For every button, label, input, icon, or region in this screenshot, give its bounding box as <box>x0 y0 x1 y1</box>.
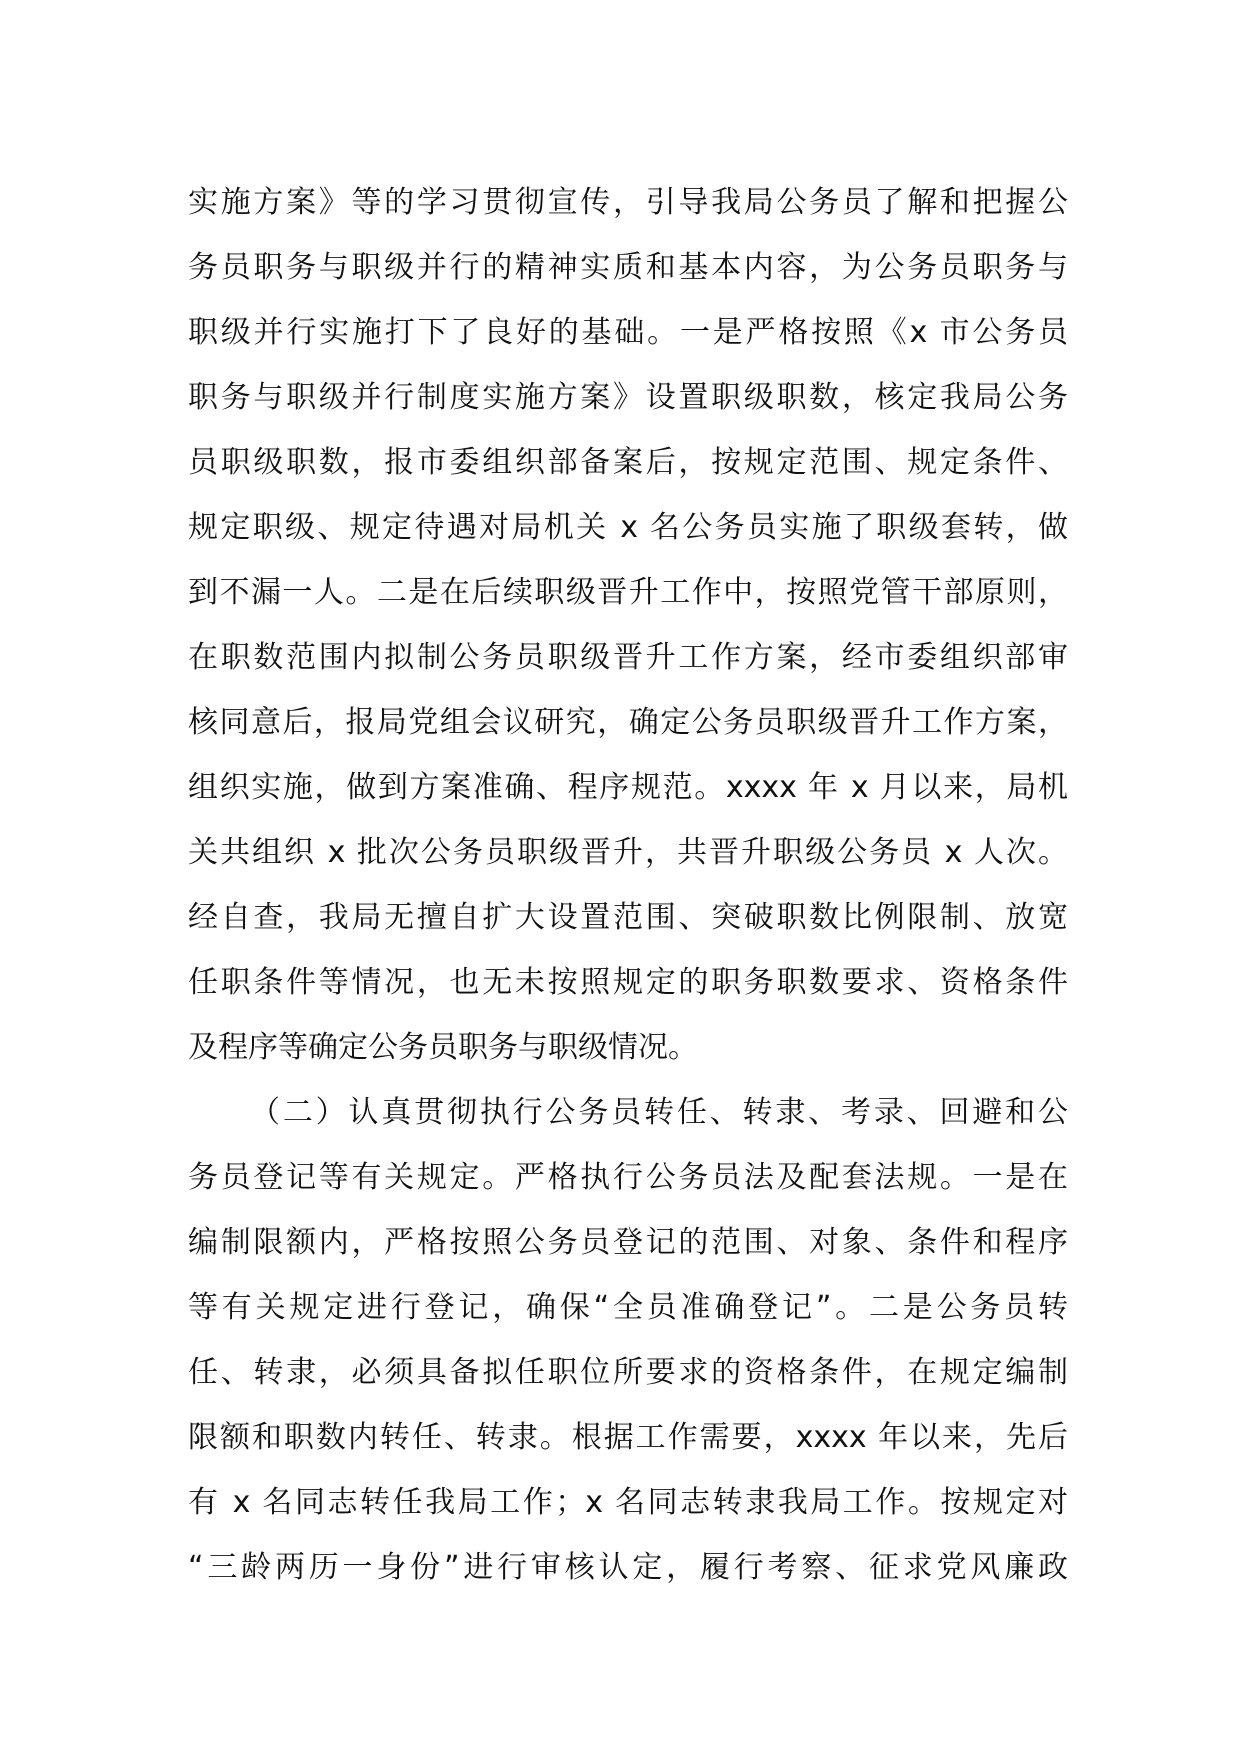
text-line: 关共组织 x 批次公务员职级晋升，共晋升职级公务员 x 人次。 <box>188 835 1068 870</box>
text-line: 到不漏一人。二是在后续职级晋升工作中，按照党管干部原则， <box>188 575 1068 610</box>
text-line: 任、转隶，必须具备拟任职位所要求的资格条件，在规定编制 <box>188 1355 1068 1390</box>
text-line: 及程序等确定公务员职务与职级情况。 <box>188 1030 698 1065</box>
text-line: 核同意后，报局党组会议研究，确定公务员职级晋升工作方案， <box>188 705 1068 740</box>
section-heading-line: （二）认真贯彻执行公务员转任、转隶、考录、回避和公 <box>250 1095 1068 1130</box>
text-line: 经自查，我局无擅自扩大设置范围、突破职数比例限制、放宽 <box>188 900 1068 935</box>
text-line: 在职数范围内拟制公务员职级晋升工作方案，经市委组织部审 <box>188 640 1068 675</box>
text-line: 等有关规定进行登记，确保“全员准确登记”。二是公务员转 <box>188 1290 1068 1325</box>
text-line: 任职条件等情况，也无未按照规定的职务职数要求、资格条件 <box>188 965 1068 1000</box>
text-line: 职级并行实施打下了良好的基础。一是严格按照《x 市公务员 <box>188 315 1068 350</box>
text-line: “三龄两历一身份”进行审核认定，履行考察、征求党风廉政 <box>188 1550 1068 1585</box>
text-line: 职务与职级并行制度实施方案》设置职级职数，核定我局公务 <box>188 380 1068 415</box>
body-text <box>188 170 1068 1600</box>
text-line: 务员职务与职级并行的精神实质和基本内容，为公务员职务与 <box>188 250 1068 285</box>
text-line: 务员登记等有关规定。严格执行公务员法及配套法规。一是在 <box>188 1160 1068 1195</box>
text-line: 规定职级、规定待遇对局机关 x 名公务员实施了职级套转，做 <box>188 510 1068 545</box>
text-line: 组织实施，做到方案准确、程序规范。xxxx 年 x 月以来，局机 <box>188 770 1068 805</box>
text-line: 员职级职数，报市委组织部备案后，按规定范围、规定条件、 <box>188 445 1068 480</box>
text-line: 编制限额内，严格按照公务员登记的范围、对象、条件和程序 <box>188 1225 1068 1260</box>
text-line: 有 x 名同志转任我局工作；x 名同志转隶我局工作。按规定对 <box>188 1485 1068 1520</box>
text-line: 限额和职数内转任、转隶。根据工作需要，xxxx 年以来，先后 <box>188 1420 1068 1455</box>
text-line: 实施方案》等的学习贯彻宣传，引导我局公务员了解和把握公 <box>188 185 1068 220</box>
